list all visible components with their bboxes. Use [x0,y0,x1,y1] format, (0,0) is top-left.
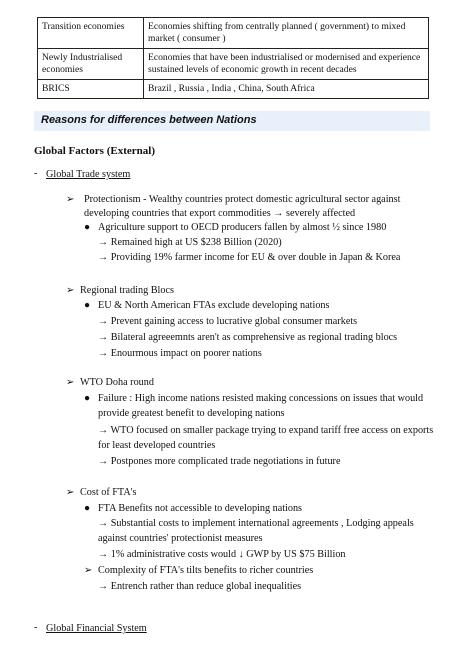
arrow-point-cont: against countries' protectionist measures [98,533,263,544]
term-cell: Transition economies [38,18,144,49]
fta-exclude-text: EU & North American FTAs exclude developing nations [98,300,330,311]
wto-failure-text-cont: provide greatest benefit to developing nations [98,408,285,419]
section-title: Reasons for differences between Nations [41,114,257,126]
arrowhead-bullet: ➢ [66,285,75,296]
definition-cell: Economies shifting from centrally planned ( government) to mixed market ( consumer ) [144,18,429,49]
table-row [38,49,429,80]
table-row [38,18,429,49]
dot-bullet: ● [84,300,91,311]
trade-system-title: Global Trade system [46,169,131,180]
agriculture-support-text: Agriculture support to OECD producers fallen by almost ½ since 1980 [98,222,387,233]
arrow-point: → Prevent gaining access to lucrative global consumer markets [98,316,358,327]
wto-failure-text: Failure : High income nations resisted making concessions on issues that would [98,393,424,404]
definitions-table [37,17,429,99]
regional-blocs-title: Regional trading Blocs [80,285,174,296]
term-cell: Newly Industrialised economies [38,49,144,80]
fta-cost-title: Cost of FTA's [80,487,137,498]
arrow-point: → Bilateral agreeemnts aren't as comprehensive as regional trading blocs [98,332,398,343]
arrow-point: → Remained high at US $238 Billion (2020) [98,237,282,248]
arrow-point: → Providing 19% farmer income for EU & over double in Japan & Korea [98,252,401,263]
section-heading-bar [34,111,430,131]
dot-bullet: ● [84,222,91,233]
term-cell: BRICS [38,80,144,99]
protectionism-text: Protectionism - Wealthy countries protect domestic agricultural sector against [84,194,401,205]
definition-cell: Brazil , Russia , India , China, South Africa [144,80,429,99]
dash-bullet: - [34,622,38,633]
dash-bullet: - [34,168,38,179]
arrow-point: → 1% administrative costs would ↓ GWP by US $75 Billion [98,549,346,560]
table-row [38,80,429,99]
arrow-point-cont: for least developed countries [98,440,216,451]
arrow-point: → Entrench rather than reduce global inequalities [98,581,302,592]
arrowhead-bullet: ➢ [84,565,93,576]
arrow-point: → Enourmous impact on poorer nations [98,348,262,359]
dot-bullet: ● [84,393,91,404]
fta-benefits-text: FTA Benefits not accessible to developing nations [98,503,303,514]
arrow-point: → WTO focused on smaller package trying to expand tariff free access on exports [98,425,434,436]
definition-cell: Economies that have been industrialised or modernised and experience sustained levels of economic growth in recent decades [144,49,429,80]
wto-title: WTO Doha round [80,377,154,388]
arrow-point: → Postpones more complicated trade negotiations in future [98,456,341,467]
fta-complexity-text: Complexity of FTA's tilts benefits to richer countries [98,565,314,576]
global-factors-heading: Global Factors (External) [34,145,155,157]
arrowhead-bullet: ➢ [66,487,75,498]
financial-system-title: Global Financial System [46,623,147,634]
arrowhead-bullet: ➢ [66,377,75,388]
arrow-point: → Substantial costs to implement international agreements , Lodging appeals [98,518,414,529]
arrowhead-bullet: ➢ [66,194,75,205]
protectionism-text-cont: developing countries that export commodities → severely affected [84,208,356,219]
dot-bullet: ● [84,503,91,514]
